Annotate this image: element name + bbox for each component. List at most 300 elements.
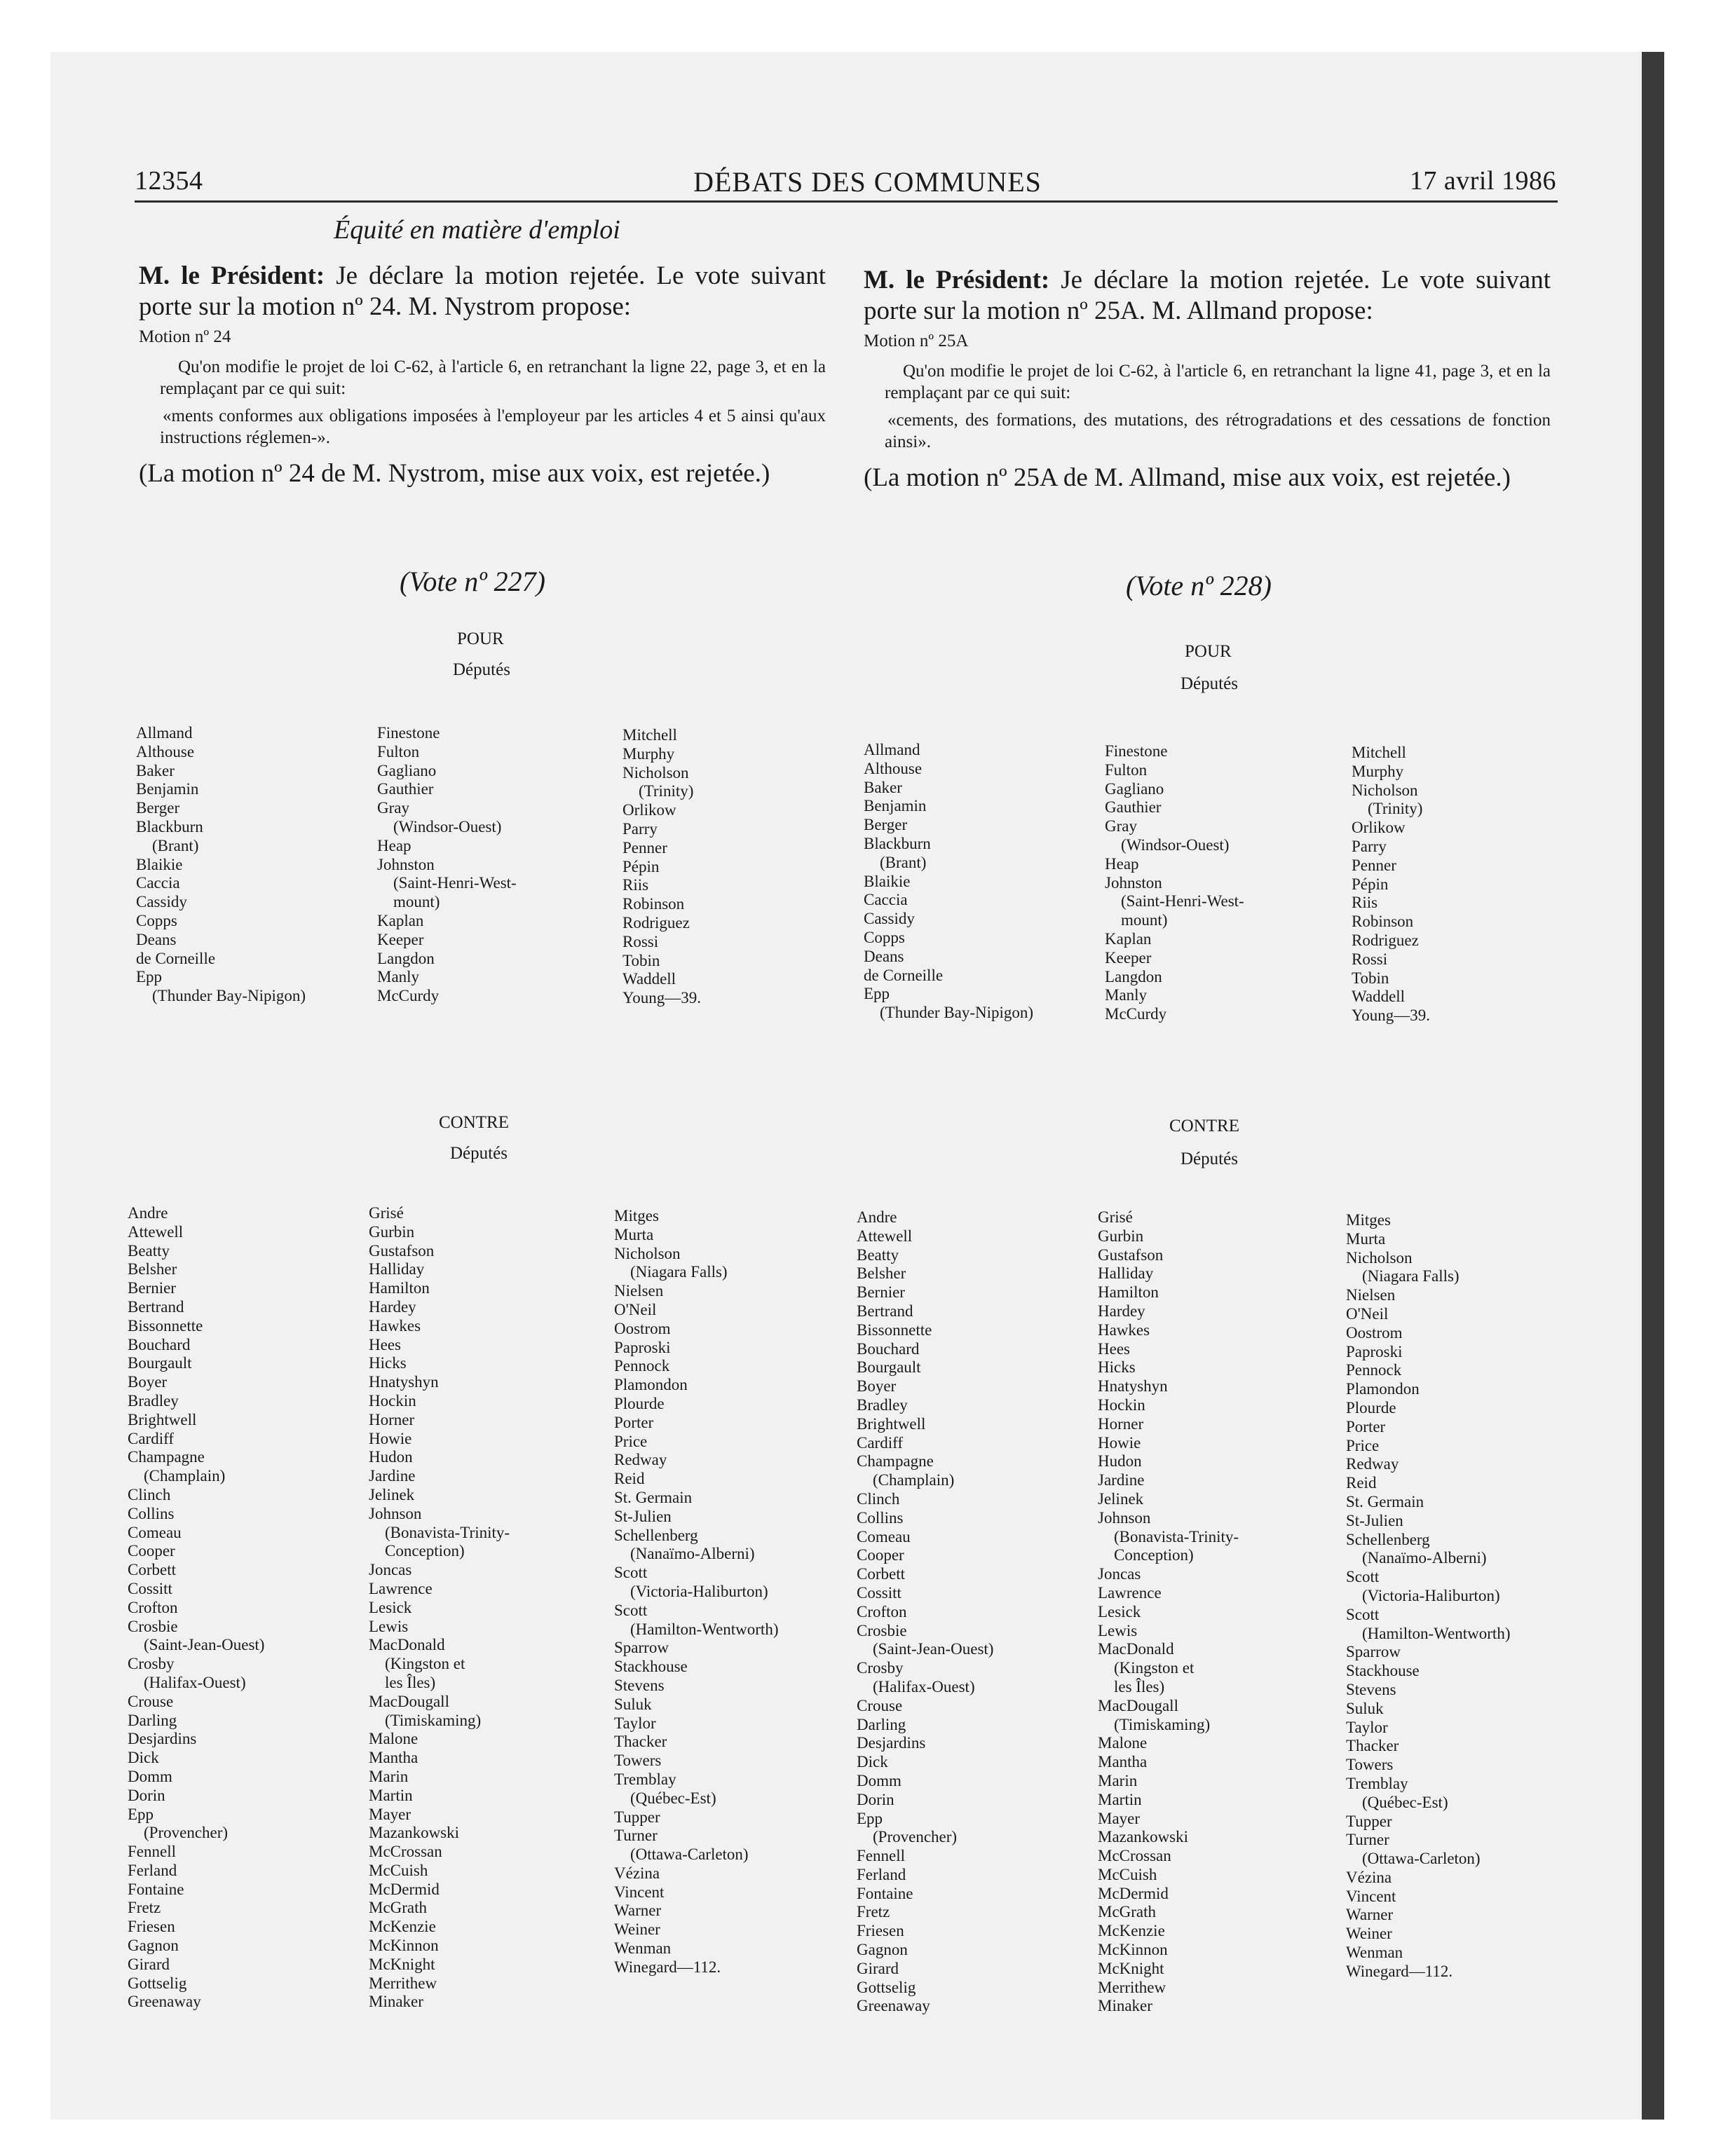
member-name: Sparrow [1346, 1643, 1401, 1661]
member-name: Clinch [857, 1489, 900, 1508]
right-motion-result: (La motion nº 25A de M. Allmand, mise aux voix, est rejetée.) [864, 463, 1511, 492]
member-name: Plourde [1346, 1398, 1396, 1417]
member-name: Merrithew [369, 1974, 437, 1992]
member-name: de Corneille [136, 949, 216, 967]
member-name: Grisé [369, 1204, 404, 1222]
member-name: Gurbin [1098, 1227, 1144, 1245]
member-name: Desjardins [857, 1734, 926, 1752]
member-name: Murta [614, 1225, 654, 1243]
member-name: Hamilton [1098, 1283, 1159, 1302]
member-name: (Bonavista-Trinity- [369, 1523, 510, 1541]
member-name: Fretz [128, 1899, 161, 1917]
member-name: Domm [857, 1771, 901, 1789]
member-name: Domm [128, 1767, 172, 1785]
member-name: (Québec-Est) [1346, 1793, 1448, 1811]
member-name: Stevens [614, 1676, 665, 1694]
member-name: Minaker [369, 1993, 423, 2011]
member-name: Johnson [1098, 1508, 1151, 1527]
member-name: Epp [128, 1805, 154, 1823]
member-name: Allmand [864, 741, 920, 758]
member-name: Lesick [369, 1598, 412, 1616]
member-name: Crosby [128, 1655, 175, 1673]
member-name: Penner [622, 838, 667, 857]
member-name: Manly [377, 968, 420, 986]
member-name: Pépin [622, 857, 660, 875]
member-name: Darling [857, 1715, 906, 1733]
member-name: Johnson [369, 1504, 422, 1522]
member-name: McKenzie [369, 1918, 436, 1936]
member-name: (Thunder Bay-Nipigon) [864, 1004, 1034, 1022]
member-name: Oostrom [1346, 1323, 1403, 1342]
member-name: Plamondon [614, 1376, 688, 1394]
member-name: (Provencher) [128, 1824, 229, 1842]
member-name: McCurdy [377, 987, 440, 1005]
left-intro-text: Je déclare la motion rejetée. Le vote suivant porte sur la motion nº 24. M. Nystrom propose: [139, 261, 826, 321]
member-name: Sparrow [614, 1639, 669, 1657]
member-name: (Nanaïmo-Alberni) [1346, 1549, 1487, 1567]
member-name: Weiner [614, 1920, 660, 1939]
member-name: Finestone [377, 724, 440, 742]
member-name: Price [614, 1432, 648, 1450]
member-name: Pépin [1352, 875, 1389, 893]
member-name: (Halifax-Ouest) [857, 1677, 975, 1696]
member-name: Lewis [1098, 1621, 1138, 1639]
member-name: Plamondon [1346, 1380, 1420, 1398]
member-name: Andre [857, 1208, 897, 1226]
member-name: Beatty [128, 1241, 170, 1260]
member-name: Baker [136, 761, 175, 779]
member-name: McKnight [369, 1955, 435, 1973]
member-name: Tremblay [1346, 1774, 1408, 1792]
member-name: Greenaway [128, 1993, 201, 2011]
member-name: Mitchell [1352, 744, 1406, 761]
member-name: Bernier [128, 1279, 176, 1297]
member-name: Comeau [857, 1527, 911, 1546]
member-name: McKenzie [1098, 1922, 1165, 1940]
member-name: Crofton [128, 1598, 178, 1616]
member-name: Lawrence [369, 1579, 433, 1597]
member-name: Martin [369, 1786, 413, 1804]
member-name: Crosbie [857, 1621, 907, 1639]
member-name: Gray [377, 799, 409, 817]
member-name: (Champlain) [857, 1471, 955, 1489]
right-intro-block [864, 265, 1551, 493]
member-name: (Hamilton-Wentworth) [614, 1620, 779, 1638]
vote-228-title: (Vote nº 228) [1126, 570, 1272, 601]
member-name: Vézina [1346, 1868, 1392, 1886]
member-name: Rodriguez [622, 913, 690, 932]
vote-227-pour-deputes: Députés [453, 660, 510, 679]
member-name: (Brant) [864, 853, 927, 871]
member-name: Gagliano [377, 761, 437, 779]
member-name: Hnatyshyn [1098, 1377, 1168, 1396]
member-name: Benjamin [864, 797, 927, 815]
section-rubric: Équité en matière d'emploi [334, 215, 620, 245]
member-name: Vincent [614, 1883, 665, 1901]
member-name: Nicholson [1352, 781, 1418, 799]
vote-227-contre-col-2 [369, 1204, 510, 2012]
member-name: Gagliano [1105, 779, 1164, 798]
member-name: Orlikow [622, 801, 676, 819]
member-name: McDermid [1098, 1884, 1169, 1902]
vote-227-contre-deputes: Députés [450, 1144, 508, 1163]
member-name: Orlikow [1352, 819, 1406, 837]
vote-228-pour-deputes: Députés [1181, 674, 1238, 693]
member-name: de Corneille [864, 966, 944, 984]
member-name: Murphy [1352, 762, 1404, 780]
member-name: Ferland [857, 1865, 906, 1883]
member-name: Young—39. [622, 989, 702, 1007]
member-name: Taylor [1346, 1718, 1388, 1736]
member-name: Andre [128, 1204, 168, 1222]
member-name: Conception) [369, 1542, 465, 1560]
right-intro-text: Je déclare la motion rejetée. Le vote suivant porte sur la motion nº 25A. M. Allmand propose: [864, 266, 1551, 325]
member-name: Hudon [1098, 1452, 1142, 1471]
vote-227-pour-col-2 [377, 724, 517, 1006]
member-name: Hawkes [1098, 1321, 1150, 1339]
member-name: Hamilton [369, 1279, 430, 1297]
member-name: (Windsor-Ouest) [1105, 835, 1230, 854]
member-name: Champagne [128, 1448, 205, 1466]
member-name: (Hamilton-Wentworth) [1346, 1624, 1511, 1642]
member-name: (Ottawa-Carleton) [1346, 1850, 1481, 1868]
member-name: Mazankowski [369, 1824, 460, 1842]
vote-227-title: (Vote nº 227) [400, 566, 545, 597]
member-name: (Saint-Henri-West- [377, 874, 517, 892]
member-name: Grisé [1098, 1208, 1133, 1226]
member-name: Halliday [369, 1260, 425, 1278]
member-name: Bertrand [857, 1302, 913, 1320]
member-name: Hudon [369, 1448, 413, 1466]
member-name: (Brant) [136, 836, 199, 854]
member-name: (Champlain) [128, 1467, 226, 1485]
member-name: Bernier [857, 1283, 905, 1302]
member-name: Attewell [857, 1227, 913, 1245]
member-name: mount) [377, 893, 440, 911]
member-name: Benjamin [136, 780, 199, 798]
member-name: Crosby [857, 1659, 904, 1677]
member-name: Greenaway [857, 1997, 930, 2015]
member-name: Boyer [857, 1377, 897, 1396]
member-name: Paproski [614, 1338, 671, 1356]
member-name: Hees [1098, 1339, 1130, 1358]
member-name: Copps [864, 928, 905, 946]
member-name: Langdon [377, 949, 435, 967]
vote-228-contre-heading: CONTRE [1169, 1117, 1239, 1135]
member-name: Hicks [369, 1354, 407, 1372]
member-name: Porter [1346, 1417, 1386, 1435]
member-name: Horner [369, 1410, 415, 1428]
member-name: Gauthier [377, 780, 434, 798]
member-name: (Niagara Falls) [614, 1263, 728, 1281]
member-name: Friesen [128, 1918, 175, 1936]
member-name: Parry [1352, 837, 1387, 855]
member-name: Wenman [1346, 1944, 1403, 1962]
member-name: (Trinity) [622, 782, 694, 800]
member-name: Blaikie [136, 855, 183, 873]
member-name: Cooper [857, 1546, 904, 1564]
member-name: Desjardins [128, 1730, 197, 1748]
member-name: Murphy [622, 744, 675, 763]
member-name: Boyer [128, 1373, 168, 1391]
member-name: Clinch [128, 1485, 171, 1503]
member-name: Bourgault [857, 1358, 921, 1377]
member-name: (Nanaïmo-Alberni) [614, 1545, 755, 1563]
member-name: Minaker [1098, 1997, 1152, 2015]
member-name: Gustafson [1098, 1246, 1164, 1264]
member-name: Vincent [1346, 1887, 1396, 1905]
member-name: Parry [622, 819, 658, 838]
member-name: Tupper [1346, 1812, 1392, 1830]
member-name: Heap [1105, 854, 1139, 873]
member-name: Fontaine [857, 1884, 913, 1902]
member-name: Murta [1346, 1229, 1386, 1248]
member-name: (Trinity) [1352, 800, 1423, 818]
member-name: Fennell [128, 1843, 176, 1861]
member-name: Rodriguez [1352, 931, 1419, 949]
member-name: Turner [1346, 1831, 1389, 1849]
member-name: Howie [369, 1429, 412, 1447]
member-name: O'Neil [1346, 1304, 1389, 1323]
member-name: St. Germain [1346, 1492, 1424, 1510]
member-name: Cardiff [128, 1429, 175, 1447]
member-name: (Saint-Henri-West- [1105, 892, 1244, 910]
left-motion-label: Motion nº 24 [139, 327, 231, 346]
member-name: McKinnon [1098, 1941, 1168, 1959]
member-name: (Saint-Jean-Ouest) [128, 1636, 265, 1654]
member-name: (Victoria-Haliburton) [614, 1582, 768, 1600]
member-name: Belsher [857, 1264, 906, 1283]
member-name: McCurdy [1105, 1005, 1167, 1023]
member-name: mount) [1105, 911, 1168, 929]
member-name: McCrossan [369, 1843, 442, 1861]
member-name: Stackhouse [614, 1658, 688, 1676]
member-name: Young—39. [1352, 1007, 1431, 1025]
vote-227-contre-col-1 [128, 1204, 264, 2012]
member-name: Althouse [864, 759, 923, 777]
member-name: McGrath [369, 1899, 428, 1917]
vote-227-contre-col-3 [614, 1207, 778, 1977]
vote-228-pour-col-3 [1352, 744, 1430, 1025]
member-name: (Thunder Bay-Nipigon) [136, 987, 306, 1005]
member-name: Penner [1352, 856, 1396, 874]
member-name: Blaikie [864, 872, 911, 890]
page-title: DÉBATS DES COMMUNES [693, 166, 1042, 198]
member-name: (Timiskaming) [1098, 1715, 1211, 1733]
member-name: Merrithew [1098, 1978, 1166, 1996]
member-name: Deans [864, 947, 904, 965]
member-name: Wenman [614, 1939, 672, 1958]
member-name: Warner [1346, 1906, 1394, 1924]
member-name: (Kingston et [1098, 1659, 1195, 1677]
member-name: Brightwell [128, 1410, 197, 1428]
member-name: Friesen [857, 1922, 904, 1940]
member-name: Robinson [622, 895, 685, 913]
member-name: Mayer [1098, 1809, 1141, 1827]
member-name: Redway [1346, 1455, 1399, 1473]
member-name: Horner [1098, 1414, 1144, 1433]
member-name: Halliday [1098, 1264, 1154, 1283]
member-name: Dick [128, 1749, 159, 1767]
member-name: Mitges [1346, 1211, 1391, 1229]
member-name: Beatty [857, 1246, 899, 1264]
member-name: Mazankowski [1098, 1828, 1189, 1846]
member-name: Tobin [1352, 969, 1389, 987]
vote-228-contre-deputes: Députés [1181, 1149, 1238, 1168]
member-name: (Halifax-Ouest) [128, 1673, 246, 1691]
member-name: Mitchell [622, 726, 677, 744]
member-name: Johnston [1105, 873, 1162, 892]
member-name: Paproski [1346, 1342, 1403, 1360]
member-name: St-Julien [1346, 1511, 1403, 1529]
member-name: Jelinek [369, 1485, 415, 1503]
member-name: Keeper [377, 930, 424, 948]
member-name: Tupper [614, 1808, 660, 1826]
member-name: Howie [1098, 1433, 1141, 1452]
member-name: Towers [614, 1752, 662, 1770]
member-name: Cassidy [136, 893, 187, 911]
member-name: Towers [1346, 1756, 1394, 1774]
member-name: Bissonnette [857, 1321, 932, 1339]
member-name: Attewell [128, 1222, 184, 1241]
scan-edge-bar [1642, 52, 1664, 2120]
member-name: McKinnon [369, 1937, 439, 1955]
right-speaker: M. le Président: [864, 266, 1050, 294]
member-name: St. Germain [614, 1488, 693, 1506]
member-name: Caccia [864, 891, 908, 909]
member-name: (Windsor-Ouest) [377, 817, 502, 835]
member-name: Tremblay [614, 1770, 676, 1788]
member-name: Belsher [128, 1260, 177, 1278]
left-motion-result: (La motion nº 24 de M. Nystrom, mise aux voix, est rejetée.) [139, 459, 770, 488]
member-name: Pennock [614, 1357, 670, 1375]
vote-228-contre-col-2 [1098, 1208, 1239, 2016]
left-intro-block [139, 261, 826, 489]
page-date: 17 avril 1986 [1409, 166, 1556, 196]
vote-228-contre-col-1 [857, 1208, 993, 2016]
vote-228-pour-heading: POUR [1185, 642, 1232, 661]
member-name: Dorin [128, 1786, 165, 1804]
member-name: Bradley [128, 1391, 179, 1410]
member-name: Crosbie [128, 1617, 178, 1635]
right-motion-label: Motion nº 25A [864, 332, 969, 350]
vote-227-pour-col-1 [136, 724, 306, 1006]
member-name: Gagnon [128, 1937, 179, 1955]
member-name: Berger [136, 799, 180, 817]
member-name: Crouse [128, 1692, 174, 1710]
member-name: Thacker [614, 1733, 667, 1751]
member-name: les Îles) [1098, 1677, 1165, 1696]
member-name: Scott [1346, 1605, 1380, 1623]
member-name: Kaplan [377, 911, 424, 929]
member-name: Bradley [857, 1396, 908, 1414]
left-speaker: M. le Président: [139, 261, 325, 290]
right-motion-amendment: «cements, des formations, des mutations, des rétrogradations et des cessations de fonction ainsi». [885, 411, 1551, 451]
member-name: McDermid [369, 1880, 440, 1898]
member-name: Berger [864, 816, 908, 834]
member-name: Riis [622, 876, 649, 894]
member-name: Johnston [377, 855, 435, 873]
member-name: Redway [614, 1451, 667, 1469]
member-name: Crouse [857, 1696, 903, 1714]
member-name: Joncas [1098, 1565, 1141, 1583]
member-name: Nicholson [622, 763, 689, 782]
member-name: Winegard—112. [1346, 1962, 1453, 1980]
member-name: Hockin [1098, 1396, 1145, 1414]
vote-228-pour-col-1 [864, 741, 1033, 1023]
member-name: Kaplan [1105, 929, 1152, 948]
member-name: Finestone [1105, 742, 1168, 760]
member-name: Bouchard [128, 1335, 191, 1353]
member-name: McCuish [1098, 1865, 1157, 1883]
member-name: Hockin [369, 1391, 416, 1410]
member-name: McCuish [369, 1861, 428, 1879]
member-name: Gottselig [128, 1974, 187, 1992]
member-name: Gagnon [857, 1941, 908, 1959]
member-name: MacDougall [1098, 1696, 1178, 1714]
member-name: Weiner [1346, 1925, 1392, 1943]
vote-227-contre-heading: CONTRE [439, 1113, 509, 1132]
member-name: Vézina [614, 1864, 660, 1882]
member-name: Girard [857, 1959, 899, 1977]
member-name: Schellenberg [1346, 1530, 1430, 1548]
member-name: Joncas [369, 1561, 412, 1579]
member-name: Dick [857, 1753, 888, 1771]
member-name: Porter [614, 1413, 654, 1431]
member-name: Lawrence [1098, 1583, 1162, 1602]
member-name: Turner [614, 1827, 658, 1845]
member-name: Cassidy [864, 910, 915, 928]
member-name: Fretz [857, 1903, 890, 1921]
member-name: Fulton [1105, 760, 1148, 779]
member-name: Gurbin [369, 1222, 415, 1241]
member-name: Gray [1105, 817, 1137, 835]
member-name: Malone [1098, 1734, 1148, 1752]
vote-227-pour-heading: POUR [457, 629, 504, 648]
member-name: Cossitt [857, 1583, 901, 1602]
member-name: Cardiff [857, 1433, 904, 1452]
member-name: Conception) [1098, 1546, 1194, 1564]
member-name: (Niagara Falls) [1346, 1267, 1460, 1285]
member-name: Scott [614, 1564, 648, 1582]
member-name: Hnatyshyn [369, 1373, 439, 1391]
member-name: Hardey [1098, 1302, 1145, 1320]
member-name: McCrossan [1098, 1847, 1171, 1865]
member-name: (Ottawa-Carleton) [614, 1845, 749, 1864]
member-name: Jelinek [1098, 1489, 1144, 1508]
member-name: Bissonnette [128, 1316, 203, 1335]
member-name: Marin [369, 1767, 409, 1785]
member-name: Collins [128, 1504, 175, 1522]
member-name: Jardine [1098, 1471, 1145, 1489]
left-motion-amendment: «ments conformes aux obligations imposées à l'employeur par les articles 4 et 5 ainsi qu'aux instructions réglemen-». [160, 407, 826, 447]
member-name: Hawkes [369, 1316, 421, 1335]
member-name: Epp [857, 1809, 883, 1827]
member-name: (Saint-Jean-Ouest) [857, 1640, 994, 1658]
member-name: Crofton [857, 1602, 907, 1621]
member-name: Althouse [136, 742, 195, 760]
member-name: Hicks [1098, 1358, 1136, 1377]
member-name: Fontaine [128, 1880, 184, 1898]
member-name: Fulton [377, 742, 420, 760]
member-name: Schellenberg [614, 1526, 698, 1544]
member-name: Hardey [369, 1297, 416, 1316]
member-name: Comeau [128, 1523, 182, 1541]
member-name: Heap [377, 836, 411, 854]
member-name: Reid [614, 1470, 645, 1488]
member-name: Waddell [622, 970, 676, 988]
right-intro-paragraph [864, 265, 1551, 327]
